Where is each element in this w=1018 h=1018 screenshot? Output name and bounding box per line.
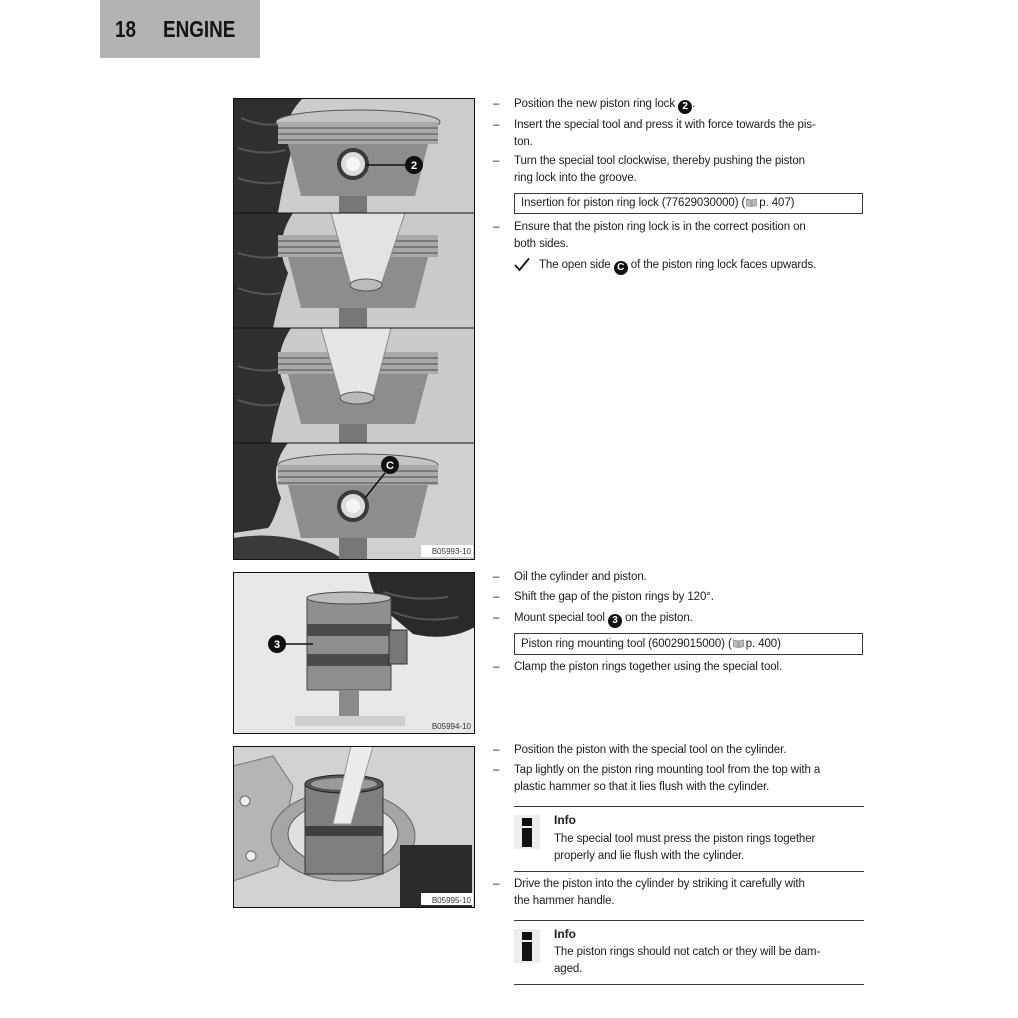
figure-piston-ring-lock (233, 98, 475, 560)
figure-cylinder-installation (233, 746, 475, 908)
callout-label: 3 (273, 639, 281, 651)
callout-label: 2 (410, 160, 418, 172)
step (493, 742, 786, 758)
book-icon (746, 198, 757, 207)
chapter-title: ENGINE (163, 16, 236, 42)
checkmark-icon (514, 258, 530, 272)
info-text: The piston rings should not catch or they will be dam- (554, 946, 821, 958)
step-text: the hammer handle. (514, 895, 615, 907)
info-divider (514, 806, 864, 807)
info-title: Info (554, 927, 576, 941)
bullet: – (493, 98, 500, 110)
bullet: – (493, 612, 500, 624)
step (493, 589, 714, 605)
check-text: of the piston ring lock faces upwards. (627, 259, 817, 271)
photo-panel-4 (233, 443, 475, 559)
bullet: – (493, 119, 500, 131)
step (493, 96, 695, 114)
step-text: Position the new piston ring lock (514, 98, 679, 110)
tool-name: Piston ring mounting tool (60029015000) ( (521, 638, 732, 650)
tool-page-ref: p. 400) (745, 638, 781, 650)
step (493, 659, 782, 675)
chapter-header (100, 0, 260, 58)
info-divider (514, 871, 864, 872)
inline-marker-3: 3 (608, 614, 622, 628)
inline-marker-c: C (614, 261, 628, 275)
info-icon (514, 929, 540, 963)
step-text: Insert the special tool and press it with force towards the pis- (514, 119, 816, 131)
figure-label: B05994-10 (431, 722, 471, 731)
step (493, 569, 647, 585)
step-text: Mount special tool (514, 612, 608, 624)
step-text: Tap lightly on the piston ring mounting tool from the top with a (514, 764, 821, 776)
special-tool-box (514, 193, 863, 214)
step-text: on the piston. (622, 612, 693, 624)
step-text: both sides. (514, 238, 569, 250)
step-text: . (692, 98, 696, 110)
step (493, 219, 806, 235)
check-result (539, 257, 816, 275)
info-text: The special tool must press the piston rings together (554, 833, 816, 845)
figure-ring-compressor (233, 572, 475, 734)
bullet: – (493, 764, 500, 776)
info-text: properly and lie flush with the cylinder. (554, 850, 745, 862)
tool-page-ref: p. 407) (759, 197, 795, 209)
step-text: Ensure that the piston ring lock is in the correct position on (514, 221, 806, 233)
tool-name: Insertion for piston ring lock (77629030000) ( (521, 197, 746, 209)
step (493, 117, 816, 133)
callout-label: C (386, 460, 394, 472)
step (493, 762, 820, 778)
bullet: – (493, 661, 500, 673)
bullet: – (493, 744, 500, 756)
step (493, 876, 805, 892)
bullet: – (493, 221, 500, 233)
info-divider (514, 920, 864, 921)
step-text: ring lock into the groove. (514, 172, 637, 184)
step-text: Drive the piston into the cylinder by striking it carefully with (514, 878, 805, 890)
bullet: – (493, 878, 500, 890)
info-title: Info (554, 813, 576, 827)
book-icon (733, 639, 744, 648)
photo-panel-1 (233, 98, 475, 213)
info-divider (514, 984, 864, 985)
step-text: Position the piston with the special tool on the cylinder. (514, 744, 787, 756)
figure-label: B05995-10 (431, 896, 471, 905)
inline-marker-2: 2 (678, 100, 692, 114)
step-text: Shift the gap of the piston rings by 120°. (514, 591, 714, 603)
special-tool-box (514, 633, 863, 655)
info-icon (514, 815, 540, 849)
step-text: ton. (514, 136, 533, 148)
bullet: – (493, 591, 500, 603)
photo-panel-3 (233, 328, 475, 443)
check-text: The open side (539, 259, 614, 271)
info-text: aged. (554, 963, 583, 975)
step (493, 153, 805, 169)
bullet: – (493, 571, 500, 583)
photo-panel-2 (233, 213, 475, 328)
step-text: plastic hammer so that it lies flush with the cylinder. (514, 781, 770, 793)
step (493, 610, 693, 628)
step-text: Oil the cylinder and piston. (514, 571, 647, 583)
step-text: Clamp the piston rings together using the special tool. (514, 661, 783, 673)
figure-label: B05993-10 (431, 547, 471, 556)
chapter-number: 18 (115, 16, 136, 42)
step-text: Turn the special tool clockwise, thereby pushing the piston (514, 155, 805, 167)
bullet: – (493, 155, 500, 167)
